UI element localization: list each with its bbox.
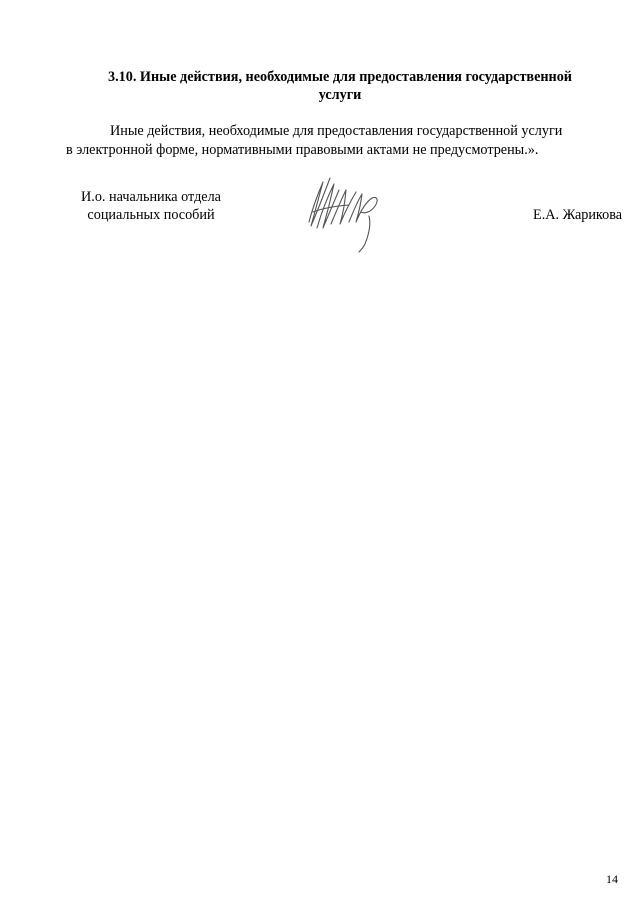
handwritten-signature (303, 172, 395, 254)
signer-position-line-2: социальных пособий (87, 207, 215, 223)
body-paragraph-line-1: Иные действия, необходимые для предоставления государственной услуги (110, 123, 563, 139)
signer-position (66, 188, 236, 224)
signer-name: Е.А. Жарикова (533, 207, 622, 223)
body-paragraph (66, 122, 614, 159)
section-heading (60, 68, 620, 104)
section-heading-line-2: услуги (318, 87, 362, 103)
page-number: 14 (606, 872, 618, 886)
section-heading-line-1: 3.10. Иные действия, необходимые для предоставления государственной (107, 69, 572, 85)
body-paragraph-line-2: в электронной форме, нормативными правовыми актами не предусмотрены.». (66, 141, 539, 158)
signer-position-line-1: И.о. начальника отдела (81, 189, 221, 205)
